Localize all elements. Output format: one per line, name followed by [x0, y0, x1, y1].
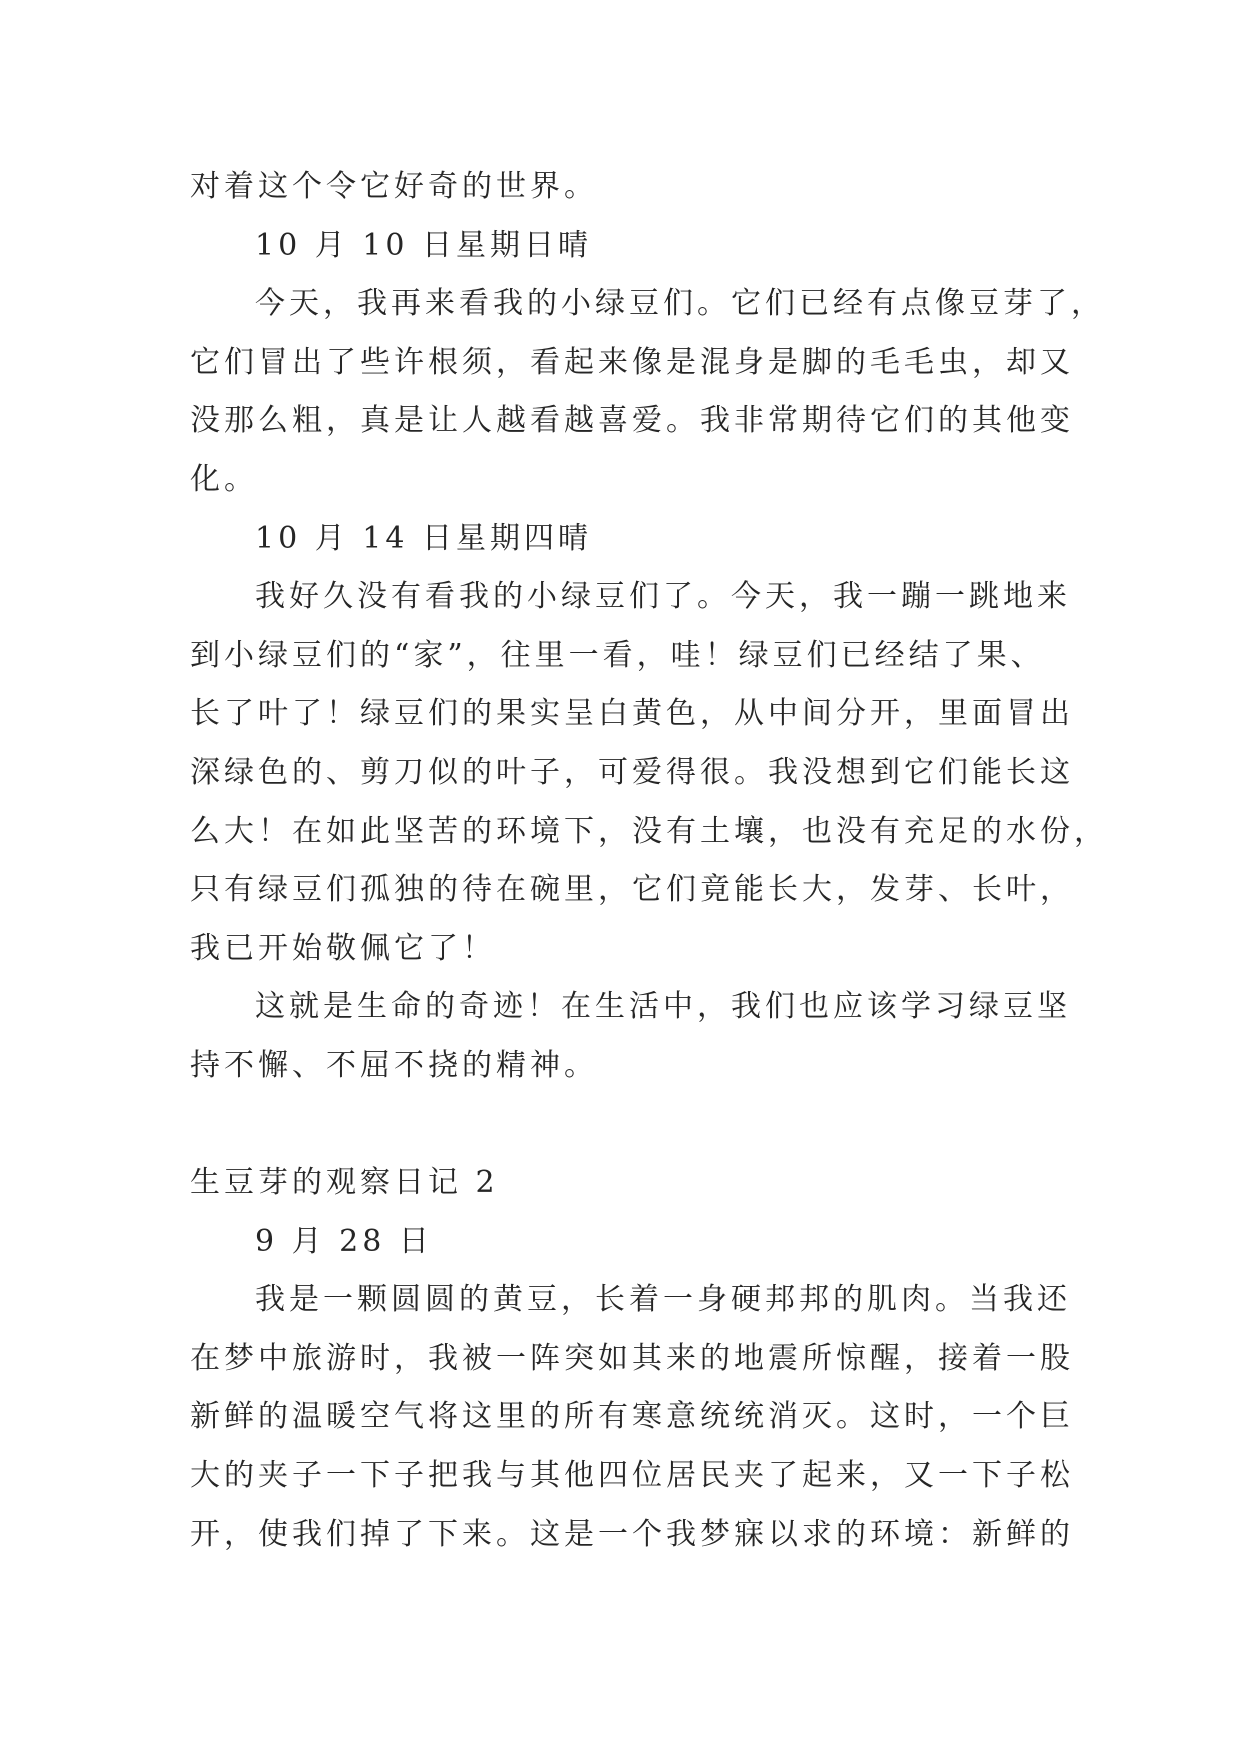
text-line: 深绿色的、剪刀似的叶子，可爱得很。我没想到它们能长这: [190, 754, 1074, 790]
text-line: 今天，我再来看我的小绿豆们。它们已经有点像豆芽了，: [255, 286, 1105, 322]
document-body: [190, 158, 1108, 1564]
text-line: 只有绿豆们孤独的待在碗里，它们竟能长大，发芽、长叶，: [190, 872, 1074, 908]
text-line: 开，使我们掉了下来。这是一个我梦寐以求的环境：新鲜的: [190, 1516, 1074, 1552]
text-line: 我已开始敬佩它了！: [190, 930, 496, 966]
date-heading: 10 月 14 日星期四晴: [255, 520, 592, 556]
text-line: 我是一颗圆圆的黄豆，长着一身硬邦邦的肌肉。当我还: [255, 1282, 1071, 1318]
text-line: 在梦中旅游时，我被一阵突如其来的地震所惊醒，接着一股: [190, 1340, 1074, 1376]
text-line: 我好久没有看我的小绿豆们了。今天，我一蹦一跳地来: [255, 579, 1071, 615]
text-line: 持不懈、不屈不挠的精神。: [190, 1047, 598, 1083]
date-heading: 10 月 10 日星期日晴: [255, 227, 592, 263]
text-line: 对着这个令它好奇的世界。: [190, 169, 598, 204]
section-gap: [190, 1096, 1060, 1155]
text-line: 没那么粗，真是让人越看越喜爱。我非常期待它们的其他变: [190, 403, 1074, 439]
date-heading: 9 月 28 日: [255, 1223, 433, 1259]
text-line: 么大！在如此坚苦的环境下，没有土壤，也没有充足的水份，: [190, 813, 1108, 849]
text-line: 长了叶了！绿豆们的果实呈白黄色，从中间分开，里面冒出: [190, 696, 1074, 732]
text-line: 到小绿豆们的“家”，往里一看，哇！绿豆们已经结了果、: [190, 637, 1045, 673]
text-line: 这就是生命的奇迹！在生活中，我们也应该学习绿豆坚: [255, 989, 1071, 1025]
section-title: 生豆芽的观察日记 2: [190, 1165, 499, 1201]
text-line: 大的夹子一下子把我与其他四位居民夹了起来，又一下子松: [190, 1458, 1074, 1494]
text-line: 化。: [190, 461, 258, 497]
text-line: 新鲜的温暖空气将这里的所有寒意统统消灭。这时，一个巨: [190, 1399, 1074, 1435]
text-line: 它们冒出了些许根须，看起来像是混身是脚的毛毛虫，却又: [190, 344, 1074, 380]
